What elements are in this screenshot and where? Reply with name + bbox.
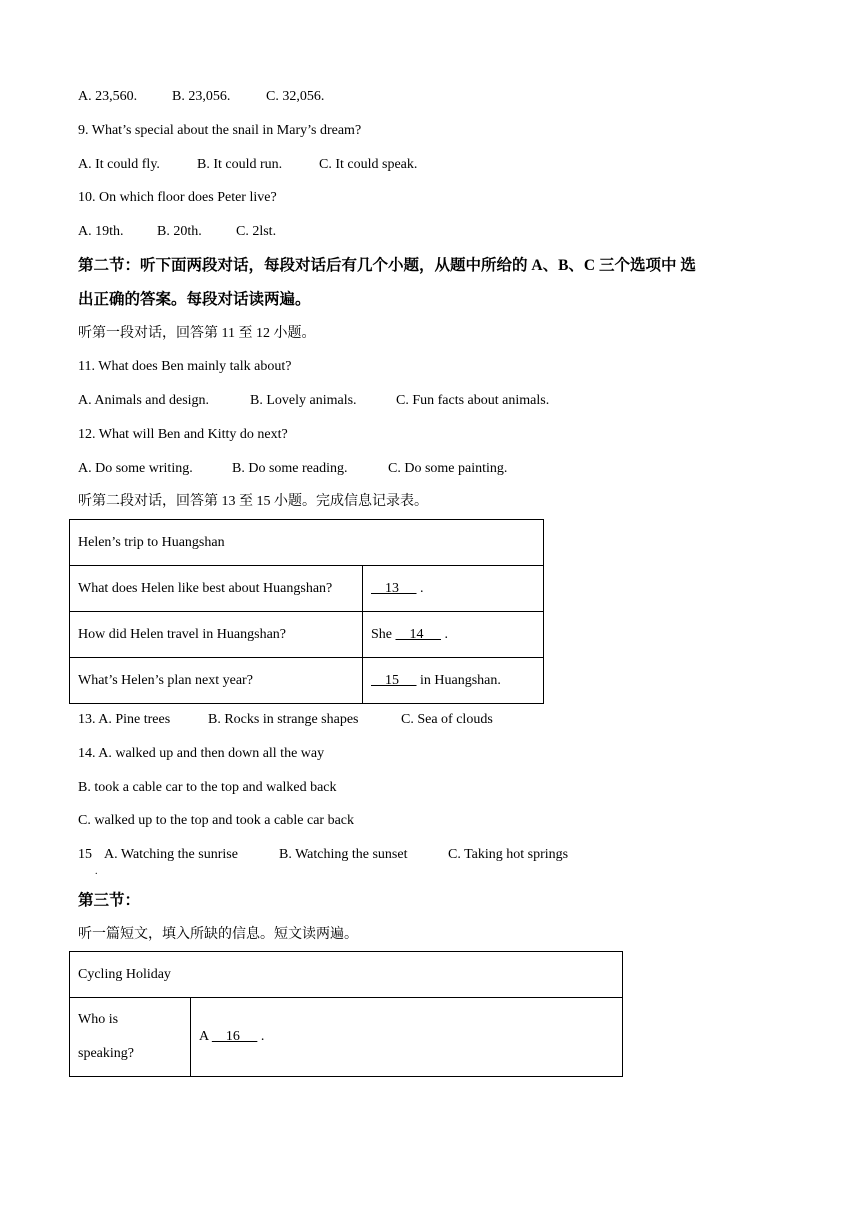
q9-options [78, 155, 417, 175]
table-row-answer: 15 in Huangshan. [363, 658, 544, 704]
table-row-answer: 13 . [363, 566, 544, 612]
q8-option-b: B. 23,056. [172, 89, 231, 104]
q12-option-b: B. Do some reading. [232, 461, 348, 476]
answer-blank-14[interactable]: 14 [395, 626, 441, 642]
q8-option-c: C. 32,056. [266, 89, 325, 104]
table-row-answer: She 14 . [363, 612, 544, 658]
q13-option-c: C. Sea of clouds [401, 712, 493, 727]
q15-option-c: C. Taking hot springs [448, 847, 569, 862]
q10-option-b: B. 20th. [157, 224, 202, 239]
table-row-answer: A 16 . [191, 998, 623, 1077]
q11-options [78, 391, 549, 411]
q10-question: 10. On which floor does Peter live? [78, 190, 277, 205]
table-row [70, 566, 544, 612]
q9-option-c: C. It could speak. [319, 157, 418, 172]
table-row-question: What does Helen like best about Huangshan? [70, 566, 363, 612]
table-row [70, 998, 623, 1077]
answer-blank-15[interactable]: 15 [371, 672, 417, 688]
q11-question: 11. What does Ben mainly talk about? [78, 359, 292, 374]
q15-options [78, 845, 568, 865]
q13-option-b: B. Rocks in strange shapes [208, 712, 359, 727]
q13-option-a: 13. A. Pine trees [78, 712, 171, 727]
q9-question: 9. What’s special about the snail in Mary’s dream? [78, 123, 362, 138]
dialog1-intro: 听第一段对话，回答第 11 至 12 小题。 [78, 326, 316, 341]
q11-option-b: B. Lovely animals. [250, 393, 357, 408]
q12-options [78, 459, 507, 479]
q9-option-a: A. It could fly. [78, 157, 160, 172]
table-row-question: How did Helen travel in Huangshan? [70, 612, 363, 658]
q10-option-a: A. 19th. [78, 224, 124, 239]
q13-options [78, 710, 493, 730]
q15-option-a: A. Watching the sunrise [104, 847, 238, 862]
helen-table-title: Helen’s trip to Huangshan [70, 520, 544, 566]
q10-options [78, 222, 276, 242]
q15-mark: . [95, 866, 98, 877]
section2-heading-line1: 第二节：听下面两段对话，每段对话后有几个小题，从题中所给的 A、B、C 三个选项中 选 [78, 257, 696, 274]
section2-heading-line2: 出正确的答案。每段对话读两遍。 [78, 291, 311, 308]
q12-question: 12. What will Ben and Kitty do next? [78, 427, 288, 442]
table-row-question: What’s Helen’s plan next year? [70, 658, 363, 704]
cycling-table-title: Cycling Holiday [70, 952, 623, 998]
q9-option-b: B. It could run. [197, 157, 283, 172]
section3-heading: 第三节： [78, 892, 141, 909]
q11-option-a: A. Animals and design. [78, 393, 210, 408]
helen-trip-table [69, 519, 544, 704]
answer-blank-16[interactable]: 16 [211, 1029, 258, 1044]
q14-option-c: C. walked up to the top and took a cable car back [78, 813, 355, 828]
dialog2-intro: 听第二段对话，回答第 13 至 15 小题。完成信息记录表。 [78, 494, 428, 509]
q10-option-c: C. 2lst. [236, 224, 277, 239]
q14-option-a: 14. A. walked up and then down all the way [78, 746, 325, 761]
table-row [70, 658, 544, 704]
table-row [70, 612, 544, 658]
q14-option-b: B. took a cable car to the top and walked back [78, 780, 337, 795]
answer-blank-13[interactable]: 13 [371, 580, 417, 596]
table-row-question: Who is speaking? [70, 998, 191, 1077]
q12-option-a: A. Do some writing. [78, 461, 193, 476]
q8-option-a: A. 23,560. [78, 89, 138, 104]
q12-option-c: C. Do some painting. [388, 461, 508, 476]
q8-options [78, 87, 324, 107]
cycling-holiday-table [69, 951, 623, 1077]
section3-intro: 听一篇短文，填入所缺的信息。短文读两遍。 [78, 927, 358, 942]
q15-number: 15 [78, 847, 92, 862]
q15-option-b: B. Watching the sunset [279, 847, 408, 862]
q11-option-c: C. Fun facts about animals. [396, 393, 550, 408]
